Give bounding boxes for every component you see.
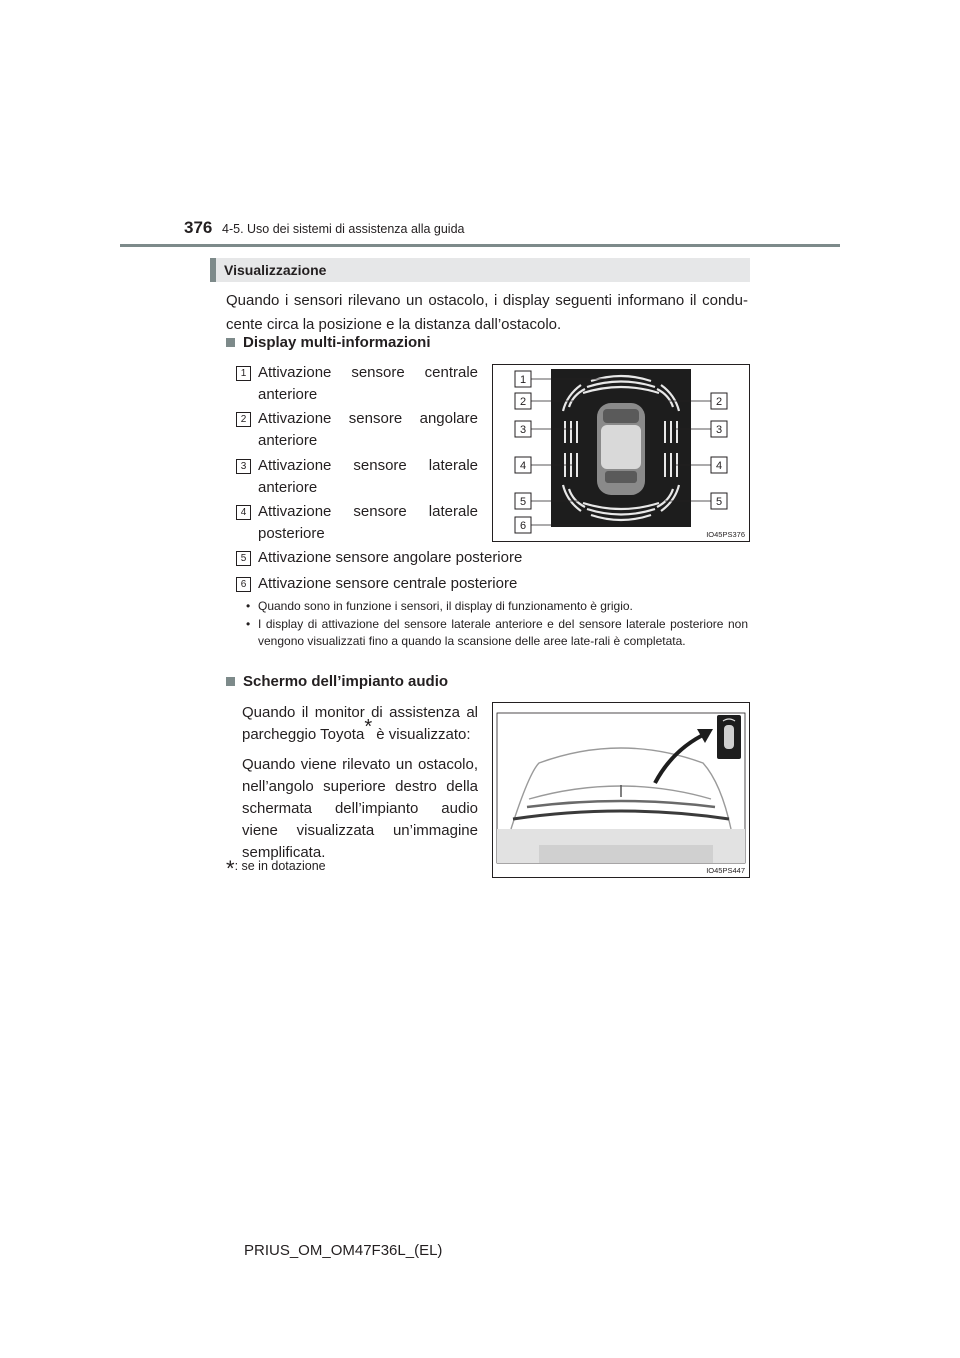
item-1-line1: Attivazione sensore centrale (258, 364, 478, 381)
callout-2-right: 2 (715, 396, 723, 408)
item-3-line2: anteriore (258, 479, 318, 496)
item-number-4: 4 (236, 505, 251, 520)
item-1 (258, 362, 478, 384)
callout-2-left: 2 (519, 396, 527, 408)
sensor-display-figure (492, 364, 750, 542)
callout-6: 6 (519, 520, 527, 532)
note-1: • Quando sono in funzione i sensori, il display di funzionamento è grigio. (246, 599, 633, 613)
note-2-text: I display di attivazione del sensore laterale anteriore e del sensore laterale posteriore non vengono visualizzati fino a quando la scansione delle aree late-rali è completata. (258, 617, 748, 648)
multi-info-heading-text: Display multi-informazioni (243, 334, 431, 351)
item-number-2: 2 (236, 412, 251, 427)
audio-heading-text: Schermo dell’impianto audio (243, 673, 449, 690)
multi-info-heading (226, 334, 431, 351)
figure-code-1: IO45PS376 (706, 530, 745, 539)
item-5: Attivazione sensore angolare posteriore (258, 549, 523, 566)
figure-code-2: IO45PS447 (706, 866, 745, 875)
item-3-line1: Attivazione sensore laterale (258, 457, 478, 474)
audio-p1-after: è visualizzato: (372, 726, 471, 743)
page-number: 376 (184, 218, 213, 237)
audio-screen-illustration (493, 703, 749, 877)
callout-4-right: 4 (715, 460, 723, 472)
callout-3-left: 3 (519, 424, 527, 436)
item-2-line1: Attivazione sensore angolare (258, 410, 478, 427)
audio-screen-figure (492, 702, 750, 878)
footnote-text: : se in dotazione (234, 859, 326, 873)
item-2-line2: anteriore (258, 432, 318, 449)
callout-5-left: 5 (519, 496, 527, 508)
footnote-star: * (226, 856, 235, 881)
item-number-1: 1 (236, 366, 251, 381)
item-number-3: 3 (236, 459, 251, 474)
note-2: • I display di attivazione del sensore laterale anteriore e del sensore laterale posteriore non vengono visualizzati fino a quando la scansione delle aree late-rali è completata. (246, 617, 748, 648)
audio-text (242, 702, 478, 872)
header-rule (120, 244, 840, 247)
item-6: Attivazione sensore centrale posteriore (258, 575, 518, 592)
audio-p1-before: Quando il monitor di assistenza al parcheggio Toyota (242, 704, 478, 743)
audio-paragraph-2: Quando viene rilevato un ostacolo, nell’angolo superiore destro della schermata dell’impianto audio viene visualizzata un’immagine semplificata. (242, 756, 478, 861)
footnote (226, 856, 326, 882)
sensor-display-illustration (493, 365, 749, 541)
item-number-6: 6 (236, 577, 251, 592)
chapter-title: 4-5. Uso dei sistemi di assistenza alla guida (222, 222, 465, 236)
audio-heading (226, 673, 448, 690)
item-1-line2: anteriore (258, 386, 318, 403)
item-4-line2: posteriore (258, 525, 325, 542)
intro-paragraph: Quando i sensori rilevano un ostacolo, i display seguenti informano il condu-cente circa la posizione e la distanza dall’ostacolo. (226, 292, 748, 333)
heading-square-icon (226, 677, 235, 686)
heading-square-icon (226, 338, 235, 347)
callout-4-left: 4 (519, 460, 527, 472)
section-header (210, 258, 750, 282)
note-1-text: Quando sono in funzione i sensori, il display di funzionamento è grigio. (258, 599, 633, 613)
callout-3-right: 3 (715, 424, 723, 436)
callout-1: 1 (519, 374, 527, 386)
asterisk: * (364, 716, 373, 738)
notes-list (246, 598, 748, 651)
page-footer: PRIUS_OM_OM47F36L_(EL) (244, 1242, 443, 1259)
callout-5-right: 5 (715, 496, 723, 508)
item-number-5: 5 (236, 551, 251, 566)
section-title: Visualizzazione (224, 262, 327, 278)
audio-paragraph-1 (242, 702, 478, 746)
item-4-line1: Attivazione sensore laterale (258, 503, 478, 520)
section-bar (210, 258, 216, 282)
